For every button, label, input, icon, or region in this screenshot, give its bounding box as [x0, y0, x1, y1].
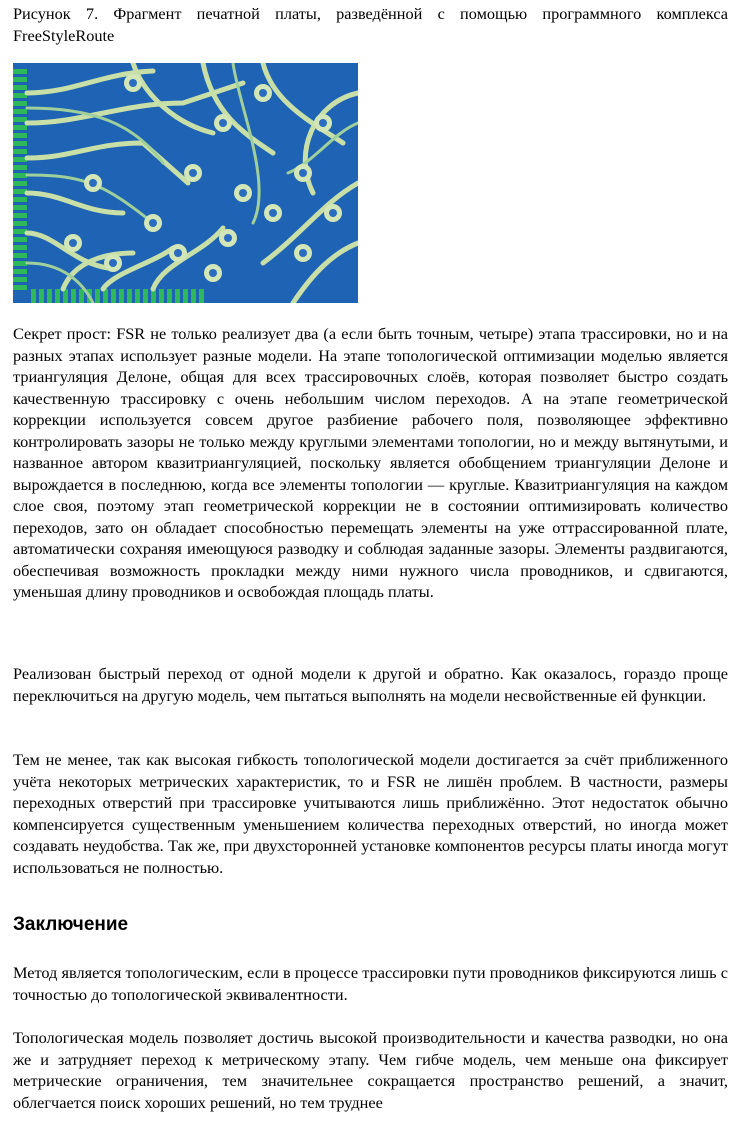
- paragraph-limitations: Тем не менее, так как высокая гибкость топологической модели достигается за счёт приближенного учёта некоторых метрических характеристик, то и FSR не лишён проблем. В частности, размеры переходных отверстий при трассировке учитываются лишь приближённо. Этот недостаток обычно компенсируется существенным уменьшением количества переходных отверстий, но иногда может создавать неудобства. Так же, при двухсторонней установке компонентов ресурсы платы иногда могут использоваться не полностью.: [13, 750, 728, 877]
- paragraph-model-tradeoff: Топологическая модель позволяет достичь высокой производительности и качества разводки, но она же и затрудняет переход к метрическому этапу. Чем гибче модель, чем меньше она фиксирует метрические ограничения, тем значительнее сокращается пространство решений, а значит, облегчается поиск хороших решений, но тем труднее: [13, 1028, 728, 1112]
- section-heading-conclusion: Заключение: [13, 914, 129, 935]
- document-page: [13, 0, 728, 1112]
- paragraph-topological-method: Метод является топологическим, если в процессе трассировки пути проводников фиксируются лишь с точностью до топологической эквивалентности.: [13, 963, 728, 1004]
- figure-caption: Рисунок 7. Фрагмент печатной платы, разведённой с помощью программного комплекса FreeStyleRoute: [13, 4, 728, 45]
- paragraph-topology-models: Секрет прост: FSR не только реализует два (а если быть точным, четыре) этапа трассировки, но и на разных этапах использует разные модели. На этапе топологической оптимизации моделью является триангуляция Делоне, общая для всех трассировочных слоёв, которая позволяет быстро создать качественную трассировку с очень небольшим числом переходов. А на этапе геометрической коррекции используется совсем другое разбиение рабочего поля, позволяющее эффективно контролировать зазоры не только между круглыми элементами топологии, но и между вытянутыми, и названное автором квазитриангуляцией, поскольку является обобщением триангуляции Делоне и вырождается в последнюю, когда все элементы топологии — круглые. Квазитриангуляция на каждом слое своя, поэтому этап геометрической коррекции не в состоянии оптимизировать количество переходов, зато он обладает способностью перемещать элементы на уже оттрассированной плате, автоматически сохраняя имеющуюся разводку и соблюдая заданные зазоры. Элементы раздвигаются, обеспечивая возможность прокладки между ними нужного числа проводников, и сдвигаются, уменьшая длину проводников и освобождая площадь платы.: [13, 324, 728, 601]
- pcb-routing-fragment-image: [13, 63, 358, 303]
- paragraph-model-switching: Реализован быстрый переход от одной модели к другой и обратно. Как оказалось, гораздо проще переключиться на другую модель, чем пытаться выполнять на модели несвойственные ей функции.: [13, 664, 728, 705]
